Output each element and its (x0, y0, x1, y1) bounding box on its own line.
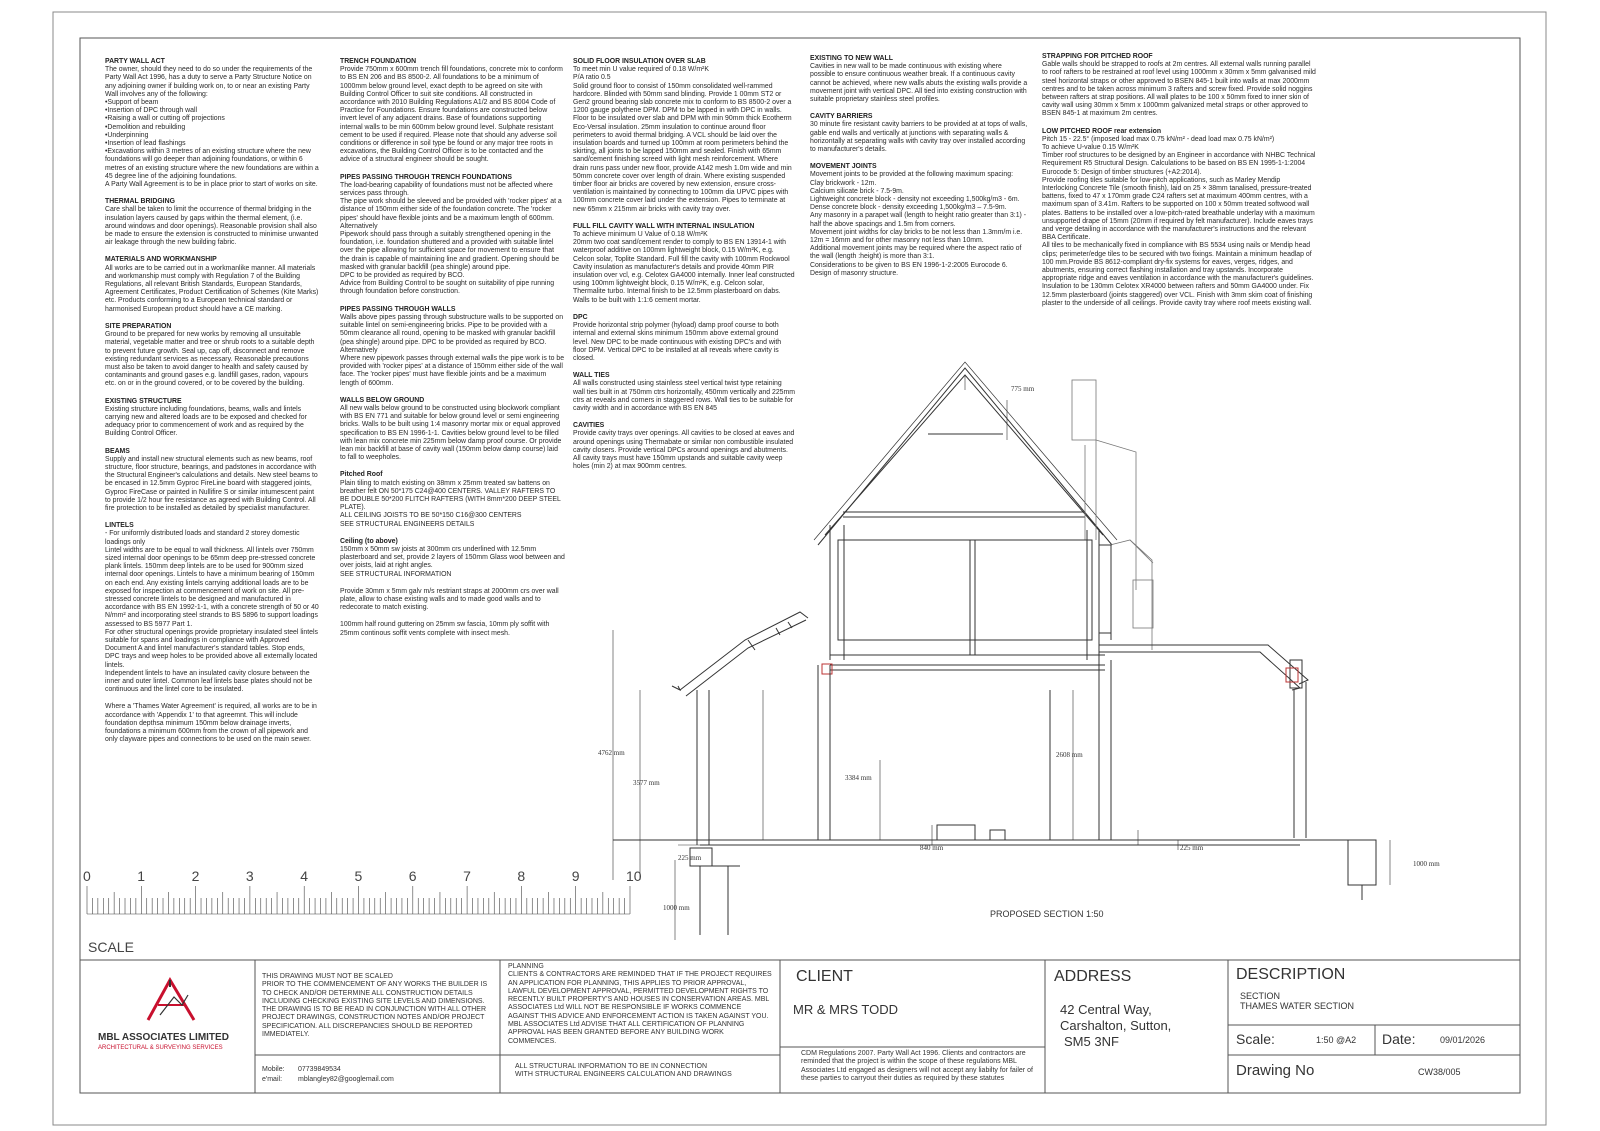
note-body: The load-bearing capability of foundations must not be affected where services pass through. The pipe work should be sleeved and be provided with 'rocker pipes' at a distance of 150mm either side of the foundation concrete. The 'rocker pipes' should have flexible joints and be a maximum length of 600mm. Alternatively Pipework should pass through a suitably strengthened opening in the foundation, i.e. foundation shuttered and a provided with suitable lintel over the pipe allowing for sufficient space for movement to ensure that the drain is capable of maintaining line and gradient. Opening should be masked with granular backfill (pea shingle) around pipe. DPC to be provided as required by BCO. Advice from Building Control to be sought on suitability of pipe running through foundation before construction. (340, 181, 562, 296)
dim-225-right: 225 mm (1180, 844, 1204, 852)
scale-number: 6 (408, 868, 417, 884)
note-body: - For uniformly distributed loads and standard 2 storey domestic loadings only Lintel widths are to be equal to wall thickness. All lintels over 750mm sized internal door openings to be 65mm deep pre-stressed concrete plank lintels. 150mm deep lintels are to be used for 900mm sized internal door openings. Lintels to have a minimum bearing of 150mm on each end. Any existing lintels carrying additional loads are to be exposed for inspection at commencement of work on site. All pre-stressed concrete lintels to be designed and manufactured in accordance with BS EN 1992-1-1, with a concrete strength of 50 or 40 N/mm² and incorporating steel strands to BS 5896 to support loadings assessed to BS 5977 Part 1. For other structural openings provide proprietary insulated steel lintels suitable for spans and loadings in compliance with Approved Document A and lintel manufacturer's standard tables. Stop ends, DPC trays and weep holes to be provided above all externally located lintels. Independent lintels to have an insulated cavity closure between the inner and outer lintel. Common leaf lintels base plates should not be continuous and the lintel core to be insulated. (105, 530, 319, 694)
note-title: CAVITIES (573, 422, 605, 430)
note-body: 30 minute fire resistant cavity barriers to be provided at at tops of walls, gable end walls and vertically at junctions with separating walls & horizontally at separating walls with cavity tray over installed according to manufacturer's details. (810, 121, 1028, 154)
note-title: PIPES PASSING THROUGH WALLS (340, 305, 456, 313)
mobile-label: Mobile: (262, 1066, 285, 1073)
mobile-value: 07739849534 (298, 1066, 341, 1073)
dim-3577: 3577 mm (633, 779, 660, 787)
note-body: Plain tiling to match existing on 38mm x 25mm treated sw battens on breather felt ON 50*175 C24@400 CENTERS. VALLEY RAFTERS TO BE DOUBLE 50*200 FLITCH RAFTERS (WITH 8mm*200 DEEP STEEL PLATE). ALL CEILING JOISTS TO BE 50*150 C16@300 CENTERS SEE STRUCTURAL ENGINEERS DETAILS (340, 479, 561, 528)
note-body: Provide 750mm x 600mm trench fill foundations, concrete mix to conform to BS EN 206 and BS 8500-2. All foundations to be a minimum of 1000mm below ground level, exact depth to be agreed on site with Building Control Officer to suit site conditions. All constructed in accordance with 2010 Building Regulations A1/2 and BS 8004 Code of Practice for Foundations. Ensure foundations are constructed below invert level of any adjacent drains. Base of foundations supporting internal walls to be min 600mm below ground level. Sulphate resistant cement to be used if required. Please note that should any adverse soil conditions or difference in soil type be found or any major tree roots in excavations, the Building Control Officer is to be contacted and the advice of a structural engineer should be sought. (340, 66, 563, 164)
note-bullet: • Raising a wall or cutting off projections (105, 115, 320, 123)
date-value: 09/01/2026 (1440, 1035, 1486, 1045)
note-body: Provide 30mm x 5mm galv m/s restriant straps at 2000mm crs over wall plate, allow to chase existing walls and to made good walls and to redecorate to match existing. (340, 587, 559, 612)
company-name: MBL ASSOCIATES LIMITED (98, 1032, 229, 1043)
disclaimer-text: THIS DRAWING MUST NOT BE SCALED PRIOR TO THE COMMENCEMENT OF ANY WORKS THE BUILDER IS TO CHECK AND/OR DETERMINE ALL CONSTRUCTION DETAILS INCLUDING CHECKING EXISTING SITE LEVELS AND DIMENSIONS. THE DRAWING IS TO BE READ IN CONJUNCTION WITH ALL OTHER PROJECT DRAWINGS, CONSTRUCTION NOTES AND/OR PROJECT SPECIFICATION. ALL DISCREPANCIES SHOULD BE REPORTED IMMEDIATELY. (262, 973, 488, 1039)
note-body: To meet min U value required of 0.18 W/m²K P/A ratio 0.5 Solid ground floor to consist of 150mm consolidated well-rammed hardcore. Blinded with 50mm sand blinding. Provide 1 00mm ST2 or Gen2 ground bearing slab concrete mix to conform to BS 8500-2 over a 1200 gauge polythene DPM. DPM to be lapped in with DPC in walls. Floor to be insulated over slab and DPM with min 90mm thick Ecotherm Eco-Versal insulation. 25mm insulation to continue around floor perimeters to avoid thermal bridging. A VCL should be laid over the insulation boards and turned up 100mm at room perimeters behind the skirting, all joints to be lapped 150mm and sealed. Finish with 65mm sand/cement finishing screed with light mesh reinforcement. Where drain runs pass under new floor, provide A142 mesh 1.0m wide and min 50mm concrete cover over length of drain. Where existing suspended timber floor air bricks are covered by new extension, ensure cross-ventilation is maintained by connecting to 100mm dia UPVC pipes with 100mm concrete cover laid under the extension. Pipes to terminate at new 65mm x 215mm air bricks with cavity tray over. (573, 66, 792, 213)
note-title: SITE PREPARATION (105, 322, 172, 330)
note-title: BEAMS (105, 447, 130, 455)
scale-field-value: 1:50 @A2 (1316, 1035, 1357, 1045)
dim-1000-right: 1000 mm (1413, 860, 1440, 868)
email-value: mblangley82@googlemail.com (298, 1076, 394, 1083)
note-body: All new walls below ground to be constructed using blockwork compliant with BS EN 771 and suitable for below ground level or semi engineering bricks. Walls to be built using 1:4 masonry mortar mix or equal approved specification to BS EN 1996-1-1. Cavities below ground level to be filled with lean mix concrete min 225mm below damp proof course. Or provide lean mix backfill at base of cavity wall (150mm below damp course) laid to fall to weepholes. (340, 404, 562, 462)
section-label: PROPOSED SECTION 1:50 (990, 909, 1104, 919)
note-body: Pitch 15 - 22.5° (imposed load max 0.75 kN/m² - dead load max 0.75 kN/m²) To achieve U-value 0.15 W/m²K Timber roof structures to be designed by an Engineer in accordance with NHBC Technical Requirement R5 Structural Design. Calculations to be based on BS EN 1995-1-1:2004 Eurocode 5: Design of timber structures (+A2:2014). Provide roofing tiles suitable for low-pitch applications, such as Marley Mendip Interlocking Concrete Tile (smooth finish), laid on 25 × 38mm tanalised, pressure-treated battens, fixed to 47 x 170mm grade C24 rafters set at maximum 400mm centres, with a maximum span of 3.41m. Rafters to be supported on 100 x 50mm treated softwood wall plates. Battens to be installed over a low-pitch-rated breathable underlay with a maximum unsupported drape of 15mm (20mm if required by felt manufacturer). Include eaves trays and verge detailing in accordance with the manufacturer's instructions and the relevant BBA Certificate. All tiles to be mechanically fixed in compliance with BS 5534 using nails or Mendip head clips; perimeter/edge tiles to be secured with two fixings. Maintain a minimum headlap of 100 mm.Provide BS 8612-compliant dry-fix systems for eaves, verges, ridges, and abutments, ensuring correct flashing installation and tray upstands. Incorporate appropriate ridge and eaves ventilation in accordance with the manufacturer's guidelines. Insulation to be 130mm Celotex XR4000 between rafters and 50mm GA4000 under. Fix 12.5mm plasterboard (joints staggered) over VCL. Finish with 3mm skim coat of finishing plaster to the underside of all ceilings. Provide cavity tray where roof meets existing wall. (1042, 135, 1316, 307)
note-body: Existing structure including foundations, beams, walls and lintels carrying new and altered loads are to be exposed and checked for adequacy prior to commencement of work and as required by the Building Control Officer. (105, 405, 307, 438)
note-body: All walls constructed using stainless steel vertical twist type retaining wall ties built in at 750mm ctrs horizontally, 450mm vertically and 225mm ctrs at reveals and corners in staggered rows. Wall ties to be suitable for cavity width and in accordance with BS EN 845 (573, 380, 795, 412)
client-value: MR & MRS TODD (793, 1002, 898, 1017)
planning-text: PLANNING CLIENTS & CONTRACTORS ARE REMINDED THAT IF THE PROJECT REQUIRES AN APPLICATION FOR PLANNING, THIS APPLIES TO PRIOR APPROVAL, LAWFUL DEVELOPMENT APPROVAL, PERMITTED DEVELOPMENT RIGHTS TO RECENTLY BUILT PROPERTY'S AND HOUSES IN CONSERVATION AREAS. MBL ASSOCIATES Ltd WILL NOT BE RESPONSIBLE IF WORKS COMMENCE AGAINST THIS ADVICE AND ENFORCEMENT ACTION IS TAKEN AGAINST YOU. MBL ASSOCIATES Ltd ADVISE THAT ALL CERTIFICATION OF PLANNING APPROVAL HAS BEEN GRANTED BEFORE ANY BUILDING WORK COMMENCES. (508, 963, 772, 1045)
note-title: PIPES PASSING THROUGH TRENCH FOUNDATIONS (340, 173, 513, 181)
note-title: WALLS BELOW GROUND (340, 396, 425, 404)
structural-text: ALL STRUCTURAL INFORMATION TO BE IN CONNECTION WITH STRUCTURAL ENGINEERS CALCULATION AND DRAWINGS (515, 1063, 732, 1079)
note-title: STRAPPING FOR PITCHED ROOF (1042, 53, 1153, 60)
scale-number: 4 (300, 868, 308, 884)
note-bullet: • Insertion of DPC through wall (105, 107, 320, 115)
address-label: ADDRESS (1054, 968, 1132, 985)
note-title: PARTY WALL ACT (105, 58, 165, 65)
drawing-no-value: CW38/005 (1418, 1067, 1461, 1077)
address-line-2: Carshalton, Sutton, (1060, 1018, 1172, 1033)
note-body: Cavities in new wall to be made continuous with existing where possible to ensure continuous weather break. If a continuous cavity cannot be achieved, where new walls abuts the existing walls provide a movement joint with vertical DPC. All tied into existing construction with suitable proprietary stainless steel profiles. (810, 63, 1028, 104)
note-title: EXISTING STRUCTURE (105, 397, 182, 405)
note-after: A Party Wall Agreement is to be in place prior to start of works on site. (105, 181, 318, 189)
note-body: Provide cavity trays over openings. All cavities to be closed at eaves and around openings using Thermabate or similar non combustible insulated cavity closers. Provide vertical DPCs around openings and abutments. All cavity trays must have 150mm upstands and suitable cavity weep holes (min 2) at max 900mm centres. (573, 430, 795, 471)
company-tagline: ARCHITECTURAL & SURVEYING SERVICES (98, 1045, 223, 1051)
address-line-3: SM5 3NF (1064, 1034, 1119, 1049)
note-title: CAVITY BARRIERS (810, 113, 873, 121)
note-title: LINTELS (105, 522, 134, 530)
note-title: MATERIALS AND WORKMANSHIP (105, 256, 217, 264)
note-title: SOLID FLOOR INSULATION OVER SLAB (573, 58, 706, 65)
note-title: MOVEMENT JOINTS (810, 163, 877, 171)
dim-840: 840 mm (920, 844, 944, 852)
note-bullet: • Excavations within 3 metres of an existing structure where the new foundations will go deeper than adjoining foundations, or within 6 metres of an existing structure where the new foundations are within a 45 degree line of the adjoining foundations. (105, 148, 320, 181)
dim-775: 775 mm (1011, 385, 1035, 393)
note-body: Ground to be prepared for new works by removing all unsuitable material, vegetable matter and tree or shrub roots to a suitable depth to prevent future growth. Seal up, cap off, disconnect and remove existing redundant services as necessary. Reasonable precautions must also be taken to avoid danger to health and safety caused by contaminants and ground gases e.g. landfill gases, radon, vapours etc. on or in the ground covered, or to be covered by the building. (105, 331, 315, 388)
scale-number: 10 (626, 868, 642, 884)
cdm-text: CDM Regulations 2007. Party Wall Act 1996. Clients and contractors are reminded that the project is within the scope of these regulations MBL Associates Ltd engaged as designers will not accept any liabilty for failer of these parties to carryout their duties as required by these statutes (801, 1050, 1033, 1082)
description-line-2: THAMES WATER SECTION (1240, 1001, 1355, 1011)
email-label: e'mail: (262, 1076, 283, 1083)
scale-number: 7 (463, 868, 471, 884)
note-title: Ceiling (to above) (340, 537, 398, 545)
note-title: TRENCH FOUNDATION (340, 58, 417, 65)
scale-number: 2 (191, 868, 200, 884)
note-bullet: • Support of beam (105, 99, 320, 107)
note-body: To achieve minimum U Value of 0.18 W/m²K 20mm two coat sand/cement render to comply to BS EN 13914-1 with waterproof additive on 100mm lightweight block, 0.15 W/m²K, e.g. Celcon solar, Toplite Standard. Full fill the cavity with 100mm Rockwool Cavity insulation as manufacturer's details and provide 40mm PIR insulation over vcl, e.g. Celotex GA4000 internally. Inner leaf constructed using 100mm lightweight block, 0.15 W/m²K, e.g. Celcon solar, Thermalite turbo. Internal finish to be 12.5mm plasterboard on dabs. Walls to be built with 1:1:6 cement mortar. (573, 231, 795, 304)
note-body: All works are to be carried out in a workmanlike manner. All materials and workmanship must comply with Regulation 7 of the Building Regulations, all relevant British Standards, European Standards, Agreement Certificates, Product Certification of Schemes (Kite Marks) etc. Products conforming to a European technical standard or harmonised European product should have a CE marking. (105, 264, 319, 313)
description-label: DESCRIPTION (1236, 966, 1346, 983)
logo-compass-icon (140, 975, 210, 1025)
dim-3384: 3384 mm (845, 774, 872, 782)
scale-number: 9 (571, 868, 580, 884)
note-title: FULL FILL CAVITY WALL WITH INTERNAL INSULATION (573, 222, 755, 230)
note-bullet: • Underpinning (105, 132, 320, 140)
note-title: Pitched Roof (340, 471, 383, 479)
note-body: Walls above pipes passing through substructure walls to be supported on suitable lintel on semi-engineering bricks. Pipe to be provided with a 50mm clearance all round, opening to be masked with granular backfill (pea shingle) around pipe. DPC to be provided as required by BCO. Alternatively Where new pipework passes through external walls the pipe work is to be provided with 'rocker pipes' at a distance of 150mm either side of the wall face. The 'rocker pipes' must have flexible joints and be a maximum length of 600mm. (340, 313, 565, 387)
company-logo (140, 975, 210, 1025)
note-title: WALL TIES (573, 372, 610, 380)
note-bullet: • Insertion of lead flashings (105, 140, 320, 148)
note-body: Supply and install new structural elements such as new beams, roof structure, floor structure, bearings, and padstones in accordance with the Structural Engineer's calculations and details. New steel beams to be encased in 12.5mm Gyproc FireLine board with staggered joints, Gyproc FireCase or painted in Nullifire S or similar intumescent paint to provide 1/2 hour fire resistance as agreed with Building Control. All fire protection to be installed as detailed by specialist manufacturer. (105, 455, 318, 512)
scale-number: 8 (517, 868, 526, 884)
date-label: Date: (1382, 1031, 1416, 1047)
dim-2608: 2608 mm (1056, 751, 1083, 759)
dim-1000-left: 1000 mm (663, 904, 690, 912)
scale-number: 0 (83, 868, 91, 884)
dim-225-left: 225 mm (678, 854, 702, 862)
note-body: Gable walls should be strapped to roofs at 2m centres. All external walls running parallel to roof rafters to be restrained at roof level using 1000mm x 30mm x 5mm galvanised mild steel horizontal straps or other approved to BSEN 845-1 built into walls at max 2000mm centres and to be taken across minimum 3 rafters and screw fixed. Provide solid noggins between rafters at strap positions. All wall plates to be 100 x 50mm fixed to inner skin of cavity wall using 30mm x 5mm x 1000mm galvanized metal straps or other approved to BSEN 845-1 at maximum 2m centres. (1042, 61, 1316, 118)
drawing-no-label: Drawing No (1236, 1062, 1315, 1079)
description-line-1: SECTION (1240, 991, 1281, 1001)
note-title: DPC (573, 313, 588, 321)
scale-number: 3 (245, 868, 254, 884)
scale-label: SCALE (88, 939, 134, 955)
note-body: Care shall be taken to limit the occurrence of thermal bridging in the insulation layers caused by gaps within the thermal element, (i.e. around windows and door openings). Reasonable provision shall also be made to ensure the extension is constructed to minimise unwanted air leakage through the new building fabric. (105, 206, 319, 247)
note-title: EXISTING TO NEW WALL (810, 55, 893, 62)
client-label: CLIENT (796, 968, 853, 985)
scale-number: 1 (137, 868, 146, 884)
note-body: 150mm x 50mm sw joists at 300mm crs underlined with 12.5mm plasterboard and set, provide 2 layers of 150mm Glass wool between and over joists, laid at right angles. SEE STRUCTURAL INFORMATION (340, 545, 565, 578)
note-title: THERMAL BRIDGING (105, 198, 175, 206)
note-body: Movement joints to be provided at the following maximum spacing: Clay brickwork - 12m. Calcium silicate brick - 7.5-9m. Lightweight concrete block - density not exceeding 1,500kg/m3 - 6m. Dense concrete block - density exceeding 1,500kg/m3 – 7.5-9m. Any masonry in a parapet wall (length to height ratio greater than 3:1) - half the above spacings and 1.5m from corners. Movement joint widths for clay bricks to be not less than 1.3mm/m i.e. 12m = 16mm and for other masonry not less than 10mm. Additional movement joints may be required where the aspect ratio of the wall (length :height) is more than 3:1. Considerations to be given to BS EN 1996-1-2:2005 Eurocode 6. Design of masonry structure. (810, 171, 1027, 277)
scale-number: 5 (354, 868, 363, 884)
note-body: The owner, should they need to do so under the requirements of the Party Wall Act 1996, has a duty to serve a Party Structure Notice on any adjoining owner if building work on, to or near an existing Party Wall involves any of the following: (105, 66, 313, 98)
note-body: Provide horizontal strip polymer (hyload) damp proof course to both internal and external skins minimum 150mm above external ground level. New DPC to be made continuous with existing DPC's and with floor DPM. Vertical DPC to be installed at all reveals where cavity is closed. (573, 322, 782, 362)
note-bullet: • Demolition and rebuilding (105, 124, 320, 132)
note-title: LOW PITCHED ROOF rear extension (1042, 127, 1162, 135)
note-body: Where a 'Thames Water Agreement' is required, all works are to be in accordance with 'Appendix 1' to that agreemnt. This will include foundation depthsa minimum 150mm below drainage inverts, foundations a minimum 600mm from the crown of all pipework and only clayware pipes and connections to be used on the main sewer. (105, 703, 317, 744)
note-body: 100mm half round guttering on 25mm sw fascia, 10mm ply soffit with 25mm continous soffit vents complete with insect mesh. (340, 621, 550, 637)
address-line-1: 42 Central Way, (1060, 1002, 1152, 1017)
dim-4762: 4762 mm (598, 749, 625, 757)
scale-field-label: Scale: (1236, 1031, 1275, 1047)
